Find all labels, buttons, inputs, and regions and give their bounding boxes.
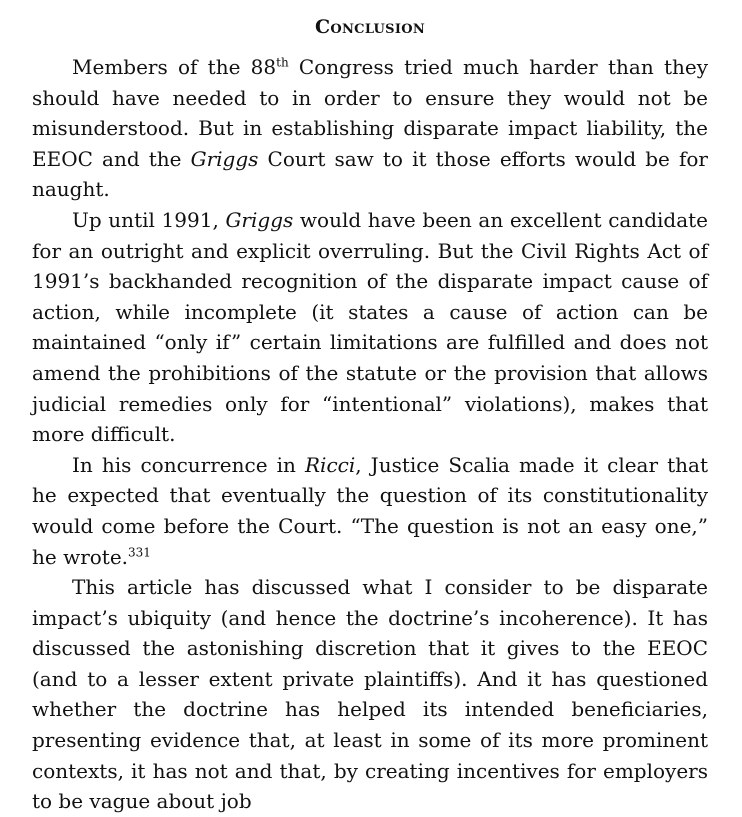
paragraph-3	[32, 450, 708, 572]
paragraph-3-text-a: In his concurrence in	[72, 452, 305, 477]
paragraph-2	[32, 205, 708, 450]
paragraph-1-text-b: Congress tried much harder than they should have needed to in order to ensure they would not be misunderstood. But in establishing disparate impact liability, the EEOC and the	[32, 55, 708, 171]
paragraph-4	[32, 572, 708, 817]
paragraph-3-text-b: , Justice Scalia made it clear that he expected that eventually the question of its constitutionality would come before the Court. “The question is not an easy one,” he wrote.	[32, 452, 708, 569]
paragraph-2-text-b: would have been an excellent candidate for an outright and explicit overruling. But the Civil Rights Act of 1991’s backhanded recognition of the disparate impact cause of action, while incomplete (it states a cause of action can be maintained “only if” certain limitations are fulfilled and does not amend the prohibitions of the statute or the provision that allows judicial remedies only for “intentional” violations), makes that more difficult.	[32, 207, 708, 447]
ordinal-superscript: th	[276, 55, 289, 70]
case-name-griggs: Griggs	[225, 207, 294, 232]
paragraph-4-text-a: This article has discussed what I consider to be disparate impact’s ubiquity (and hence the doctrine’s incoherence). It has discussed the astonishing discretion that it gives to the EEOC (and to a lesser extent private plaintiffs). And it has questioned whether the doctrine has helped its intended beneficiaries, presenting evidence that, at least in some of its more prominent contexts, it has not and that, by creating incentives for employers to be vague about job	[32, 575, 708, 814]
paragraph-1-text-c: Court saw to it those efforts would be for naught.	[32, 146, 708, 202]
paragraph-1	[32, 52, 708, 205]
footnote-marker[interactable]: 331	[128, 544, 151, 559]
paragraph-1-text-a: Members of the 88	[72, 55, 277, 79]
paragraph-2-text-a: Up until 1991,	[72, 207, 226, 232]
section-heading: Conclusion	[314, 16, 426, 38]
case-name-ricci: Ricci	[304, 452, 356, 477]
case-name-griggs: Griggs	[190, 146, 259, 171]
